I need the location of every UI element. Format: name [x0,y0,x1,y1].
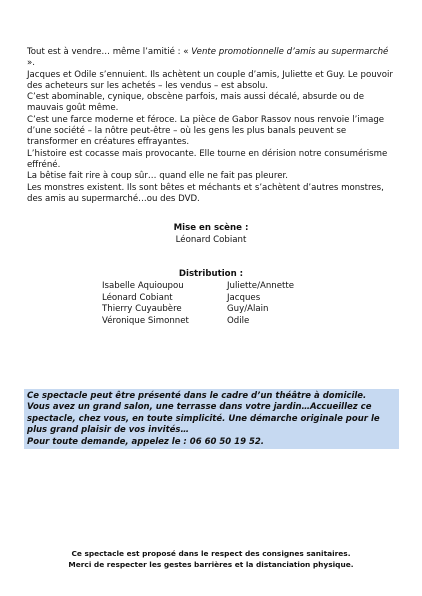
footer-line-2: Merci de respecter les gestes barrières et la distanciation physique. [68,559,354,569]
distribution-list [102,281,332,327]
cast-row [102,304,332,316]
intro-line-1: Tout est à vendre… même l’amitié : « Vente promotionnelle d’amis au supermarché ». [27,47,389,69]
promo-line-1: Ce spectacle peut être présenté dans le cadre d’un théâtre à domicile. [27,391,367,401]
home-theatre-promo-box [24,389,399,449]
distribution-heading: Distribution : [178,269,244,279]
intro-paragraph-1: Jacques et Odile s’ennuient. Ils achètent un couple d’amis, Juliette et Guy. Le pouvoir des acheteurs sur les achetés – les vendus – est absolu. [27,69,393,91]
director-name: Léonard Cobiant [175,235,247,245]
mise-en-scene-heading: Mise en scène : [173,223,249,233]
role-name: Juliette/Annette [227,281,295,291]
cast-row [102,281,332,293]
role-name: Odile [227,315,250,326]
intro-paragraph-5: La bêtise fait rire à coup sûr… quand elle ne fait pas pleurer. [27,171,288,182]
actor-name: Thierry Cuyaubère [102,304,182,315]
actor-name: Isabelle Aquioupou [102,281,184,291]
role-name: Guy/Alain [227,304,269,315]
cast-row [102,316,332,328]
intro-paragraph-2: C’est abominable, cynique, obscène parfois, mais aussi décalé, absurde ou de mauvais goût même. [27,92,365,114]
play-title: Vente promotionnelle d’amis au supermarché [191,47,389,57]
intro-paragraph-4: L’histoire est cocasse mais provocante. Elle tourne en dérision notre consumérisme effréné. [27,148,388,170]
actor-name: Véronique Simonnet [102,315,189,326]
intro-paragraph-3: C’est une farce moderne et féroce. La pièce de Gabor Rassov nous renvoie l’image d’une société – la nôtre peut-être – où les gens les plus banals peuvent se transformer en créatures effrayantes. [27,114,385,148]
role-name: Jacques [227,292,261,303]
intro-paragraph-6: Les monstres existent. Ils sont bêtes et méchants et s’achètent d’autres monstres, des amis au supermarché…ou des DVD. [27,182,384,204]
promo-contact-line: Pour toute demande, appelez le : 06 60 50 19 52. [27,436,265,447]
cast-row [102,293,332,305]
intro-text [27,47,399,205]
promo-line-2: Vous avez un grand salon, une terrasse dans votre jardin…Accueillez ce spectacle, chez vous, en toute simplicité. Une démarche originale pour le plus grand plaisir de vos invités… [27,402,380,436]
footer-line-1: Ce spectacle est proposé dans le respect des consignes sanitaires. [71,549,351,558]
sanitary-footer [0,549,422,571]
actor-name: Léonard Cobiant [102,292,173,303]
